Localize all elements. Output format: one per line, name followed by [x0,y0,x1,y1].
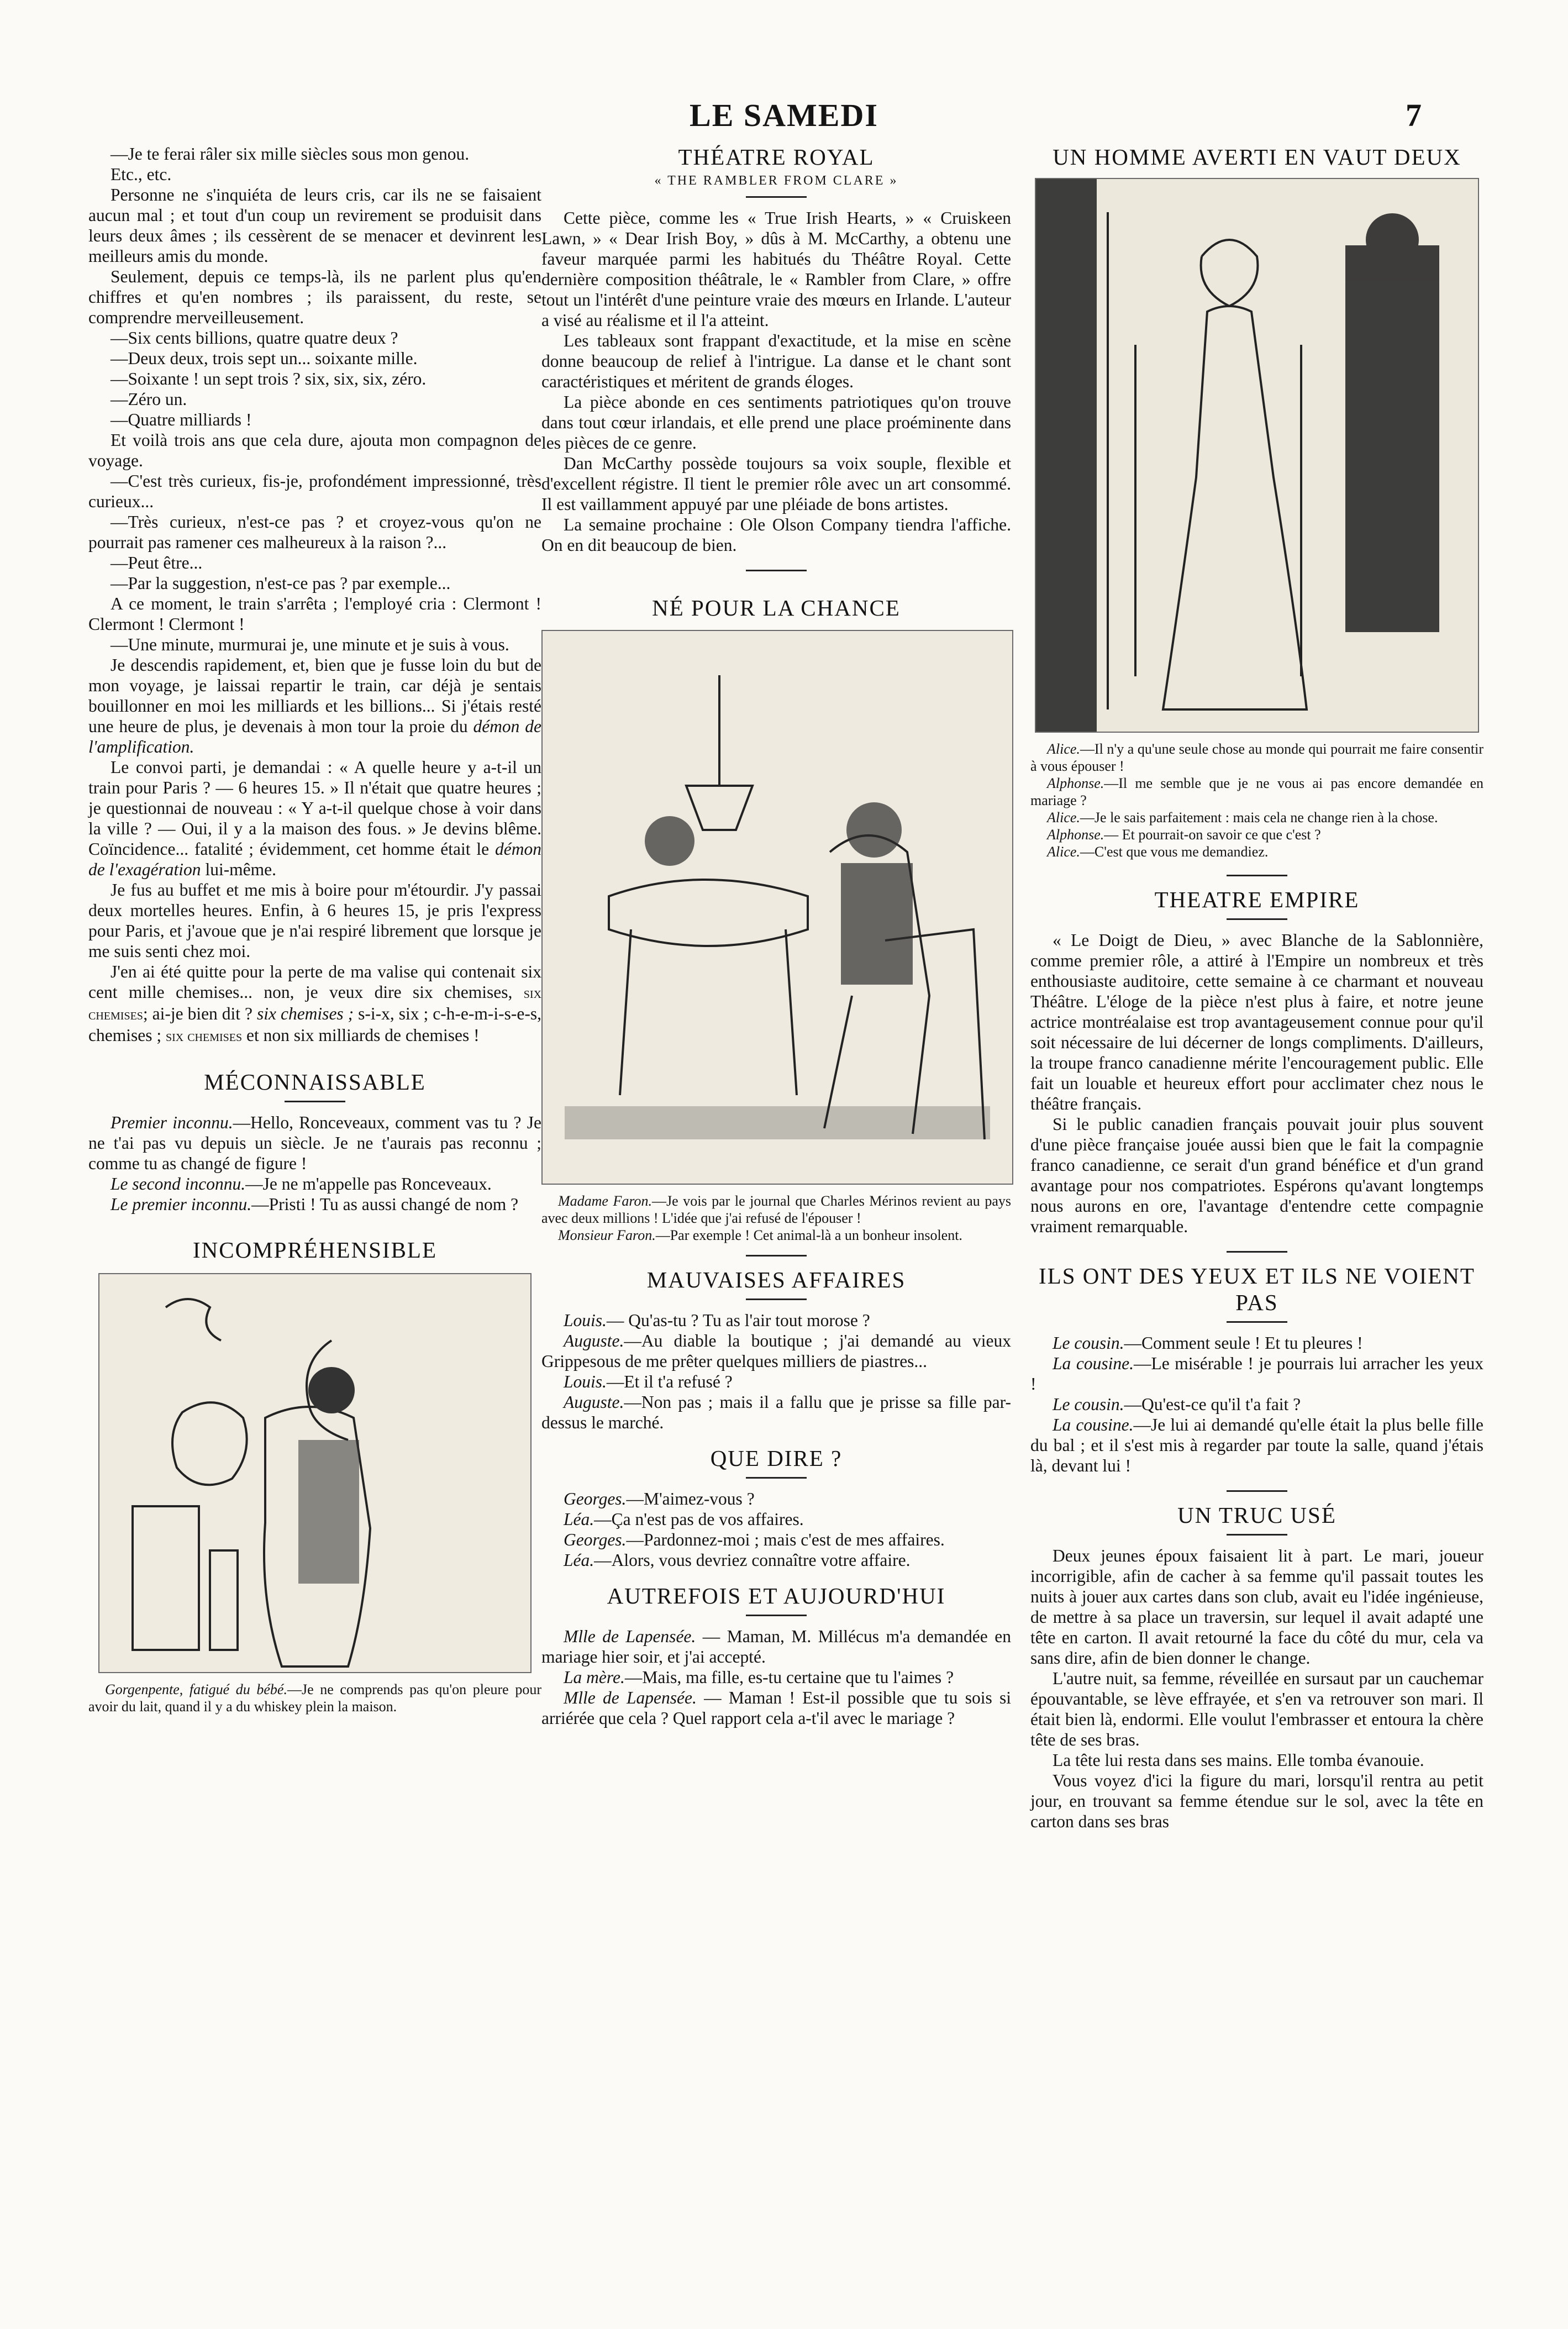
smallcaps-phrase: six chemises [88,985,542,1023]
line-text: — Maman ! Est-il possible que tu sois si arriérée que cela ? Quel rapport cela a-t'il avec le mariage ? [541,1688,1011,1728]
dialogue-line [541,1331,1011,1371]
paragraph: —Peut être... [111,553,203,572]
speaker: Auguste. [564,1331,624,1350]
speaker: Le cousin. [1053,1395,1124,1414]
line-text: —Le misérable ! je pourrais lui arracher les yeux ! [1030,1354,1483,1394]
section-heading: ILS ONT DES YEUX ET ILS NE VOIENT PAS [1039,1263,1475,1315]
dialogue-line [1030,1415,1483,1476]
illustration-caption [1030,809,1483,826]
paragraph: —Très curieux, n'est-ce pas ? et croyez-vous qu'on ne pourrait pas ramener ces malheureux à la raison ?... [88,512,541,552]
column-middle [541,144,1011,1728]
paragraph: Dan McCarthy possède toujours sa voix souple, flexible et d'excellent régistre. Il tient le premier rôle avec un art consommé. Il est vaillamment appuyé par une pléiade de bons artistes. [541,454,1011,514]
line-text: —Pristi ! Tu as aussi changé de nom ? [251,1195,519,1214]
divider [746,570,807,571]
text-run: s-i-x, six ; c-h-e-m-i-s-e-s, chemises ; [88,1004,541,1045]
divider [1227,1321,1287,1323]
paragraph: —Deux deux, trois sept un... soixante mille. [111,349,418,368]
speaker: Alphonse. [1047,827,1104,843]
line-text: —Au diable la boutique ; j'ai demandé au vieux Grippesous de me prêter quelques milliers de piastres... [541,1331,1011,1371]
paragraph: Les tableaux sont frappant d'exactitude, et la mise en scène donne beaucoup de relief à l'intrigue. La danse et le chant sont caractéristiques et méritent de grands éloges. [541,331,1011,391]
paragraph: —Soixante ! un sept trois ? six, six, six, zéro. [111,369,427,388]
dialogue-line [541,1550,1011,1570]
paragraph: Je fus au buffet et me mis à boire pour m'étourdir. J'y passai deux mortelles heures. Enfin, à 6 heures 15, je pris l'express pour Paris, et j'avoue que je n'ai respiré librement que lorsque je me suis senti chez moi. [88,880,541,961]
speaker: Léa. [564,1510,594,1529]
paragraph: A ce moment, le train s'arrêta ; l'employé cria : Clermont ! Clermont ! Clermont ! [88,594,541,634]
divider [1227,1534,1287,1536]
speaker: La cousine. [1053,1354,1134,1373]
section-heading: THÉATRE ROYAL [678,144,875,170]
illustration-caption [88,1681,541,1715]
dialogue-line [88,1194,541,1215]
speaker: Mlle de Lapensée. [564,1627,696,1646]
paragraph: —Zéro un. [111,390,187,409]
dialogue-line [541,1371,1011,1392]
section-heading: UN HOMME AVERTI EN VAUT DEUX [1053,144,1461,170]
divider [285,1101,345,1102]
illustration-couple-table [541,630,1013,1185]
dialogue-line [541,1489,1011,1509]
divider [746,1477,807,1479]
line-text: — Maman, M. Millécus m'a demandée en mariage hier soir, et j'ai accepté. [541,1627,1011,1666]
caption-text: —Je le sais parfaitement : mais cela ne change rien à la chose. [1080,809,1438,826]
paragraph [88,961,541,1047]
text-run: ; ai-je bien dit ? [143,1004,253,1023]
line-text: —Mais, ma fille, es-tu certaine que tu l'aimes ? [624,1668,954,1687]
dialogue-line [1030,1394,1483,1415]
paragraph: —Six cents billions, quatre quatre deux ? [111,328,398,348]
caption-text: —Il n'y a qu'une seule chose au monde qui pourrait me faire consentir à vous épouser ! [1030,741,1483,774]
spacer [88,1215,541,1237]
speaker: Alice. [1047,809,1080,826]
line-text: —Ça n'est pas de vos affaires. [594,1510,804,1529]
dialogue-line [1030,1353,1483,1394]
illustration-couple-mirror [1035,178,1479,733]
paragraph: La pièce abonde en ces sentiments patriotiques qu'on trouve dans tout cœur irlandais, et elle prend une place proéminente dans les pièces de ce genre. [541,392,1011,453]
illustration-caption [1030,740,1483,775]
speaker: Premier inconnu. [111,1113,233,1132]
speaker: Mlle de Lapensée. [564,1688,697,1707]
caption-text: —Par exemple ! Cet animal-là a un bonheur insolent. [655,1227,962,1243]
paragraph: Et voilà trois ans que cela dure, ajouta mon compagnon de voyage. [88,430,541,470]
text-run: lui-même. [205,860,277,879]
dialogue-line [88,1112,541,1174]
divider [1227,875,1287,876]
line-text: — Qu'as-tu ? Tu as l'air tout morose ? [606,1311,870,1330]
paragraph: Seulement, depuis ce temps-là, ils ne parlent plus qu'en chiffres et qu'en nombres ; ils paraissent, du reste, se comprendre merveilleusement. [88,267,541,327]
paragraph: Deux jeunes époux faisaient lit à part. Le mari, joueur incorrigible, afin de cacher à sa femme qu'il passait toutes les nuits à jouer aux cartes dans son club, avait eu l'idée ingénieuse, de mettre à sa place un traversin, sur lequel il avait adapté une tête en carton. Il avait retourné la face du côté du mur, cela va sans dire, afin de bien donner le change. [1030,1546,1483,1668]
section-heading: MÉCONNAISSABLE [204,1069,426,1095]
section-heading: MAUVAISES AFFAIRES [646,1267,906,1292]
paragraph: —Par la suggestion, n'est-ce pas ? par exemple... [111,574,451,593]
illustration-caption [1030,826,1483,843]
paragraph: —Une minute, murmurai je, une minute et je suis à vous. [111,635,509,654]
speaker: Louis. [564,1311,607,1330]
speaker: La mère. [564,1668,625,1687]
divider [1227,918,1287,920]
column-right [1030,144,1483,1832]
line-text: —Non pas ; mais il a fallu que je prisse sa fille par-dessus le marché. [541,1392,1011,1432]
smallcaps-phrase: six chemises [165,1028,243,1045]
section-heading: AUTREFOIS ET AUJOURD'HUI [607,1583,946,1608]
speaker: Georges. [564,1489,627,1508]
line-text: —Je lui ai demandé qu'elle était la plus belle fille du bal ; et il s'est mis à regarder par toute la salle, quand j'étais là, devant lui ! [1030,1415,1483,1475]
section-heading: INCOMPRÉHENSIBLE [192,1237,438,1263]
dialogue-line [541,1310,1011,1331]
illustration-father-baby [98,1273,532,1673]
caption-text: —Il me semble que je ne vous ai pas encore demandée en mariage ? [1030,775,1483,808]
illustration-caption [541,1227,1011,1244]
spacer [541,581,1011,595]
caption-text: —C'est que vous me demandiez. [1080,844,1269,860]
paragraph: Personne ne s'inquiéta de leurs cris, car ils ne se faisaient aucun mal ; et tout d'un coup un revirement se produisit dans leurs deux âmes ; ils cessèrent de se menacer et devinrent les meilleurs amis du monde. [88,185,541,266]
dialogue-line [541,1687,1011,1728]
page-number: 7 [1406,97,1422,133]
divider [746,1255,807,1256]
section-subheading: « THE RAMBLER FROM CLARE » [654,174,898,188]
divider [746,196,807,198]
line-text: —Je ne m'appelle pas Ronceveaux. [245,1174,492,1194]
section-heading: QUE DIRE ? [710,1445,843,1471]
section-heading: THEATRE EMPIRE [1154,887,1360,912]
paragraph: Cette pièce, comme les « True Irish Hearts, » « Cruiskeen Lawn, » « Dear Irish Boy, » dûs à M. McCarthy, a obtenu une faveur marquée parmi les habitués du Théâtre Royal. Cette dernière composition théâtrale, le « Rambler from Clare, » offre tout un l'intérêt d'une peinture vraie des mœurs en Irlande. L'auteur a visé au réalisme et il l'a atteint. [541,208,1011,330]
engraving-drawing [99,1274,530,1672]
text-run: Le convoi parti, je demandai : « A quelle heure y a-t-il un train pour Paris ? — 6 heures 15. » Il n'était que quatre heures ; je questionnai de nouveau : « Y a-t-il quelque chose à voir dans la ville ? — Oui, il y a la maison des fous. » Je devins blême. Coïncidence... fatalité ; évidemment, cet homme était le [88,758,541,859]
speaker: Léa. [564,1550,594,1570]
paragraph: —Je te ferai râler six mille siècles sous mon genou. [111,144,470,164]
paragraph [88,655,541,757]
divider [746,1298,807,1300]
italic-phrase: six chemises ; [257,1004,354,1023]
masthead [0,97,1568,135]
column-left [88,144,541,1715]
line-text: —Comment seule ! Et tu pleures ! [1124,1333,1363,1353]
dialogue-line [1030,1333,1483,1353]
text-run: Je descendis rapidement, et, bien que je fusse loin du but de mon voyage, je laissai repartir le train, car déjà je sentais bouillonner en moi les milliards et les billions... Si j'étais resté une heure de plus, je devenais à mon tour la proie du [88,655,541,736]
speaker: Alice. [1047,844,1080,860]
line-text: —Et il t'a refusé ? [606,1372,733,1391]
dialogue-line [541,1529,1011,1550]
illustration-caption [541,1192,1011,1227]
speaker: Le premier inconnu. [111,1195,252,1214]
speaker: Monsieur Faron. [558,1227,656,1243]
paragraph: —C'est très curieux, fis-je, profondément impressionné, très curieux... [88,471,541,511]
paragraph [88,757,541,880]
newspaper-title: LE SAMEDI [690,97,878,133]
speaker: Louis. [564,1372,607,1391]
paragraph: La tête lui resta dans ses mains. Elle tomba évanouie. [1053,1750,1424,1770]
paragraph: L'autre nuit, sa femme, réveillée en sursaut par un cauchemar épouvantable, se lève effrayée, et s'en va retrouver son mari. Il était bien là, endormi. Elle voulut l'embrasser et entoura la chère tête de ses bras. [1030,1669,1483,1749]
paragraph: —Quatre milliards ! [111,410,252,429]
section-heading: NÉ POUR LA CHANCE [652,595,901,621]
speaker: Auguste. [564,1392,624,1412]
paragraph: Vous voyez d'ici la figure du mari, lorsqu'il rentra au petit jour, en trouvant sa femme étendue sur le sol, avec la tête en carton dans ses bras [1030,1771,1483,1831]
dialogue-line [88,1174,541,1194]
spacer [88,1047,541,1069]
caption-text: —Je ne comprends pas qu'on pleure pour avoir du lait, quand il y a du whiskey plein la maison. [88,1681,541,1715]
divider [746,1615,807,1616]
caption-text: —Je vois par le journal que Charles Mérinos revient au pays avec deux millions ! L'idée que j'ai refusé de l'épouser ! [541,1193,1011,1226]
text-run: et non six milliards de chemises ! [246,1026,480,1045]
paragraph: Si le public canadien français pouvait jouir plus souvent d'une pièce française jouée aussi bien que le fait la compagnie franco canadienne, ce serait d'un grand bénéfice et d'un grand avantage pour nos compatriotes. Espérons qu'avant longtemps nous aurons en ore, l'avantage d'entendre cette compagnie vraiment remarquable. [1030,1114,1483,1236]
line-text: —Alors, vous devriez connaître votre affaire. [594,1550,911,1570]
divider [1227,1251,1287,1253]
dialogue-line [541,1626,1011,1667]
dialogue-line [541,1509,1011,1529]
paragraph: Etc., etc. [111,165,172,184]
line-text: —M'aimez-vous ? [626,1489,755,1508]
dialogue-line [541,1667,1011,1687]
dialogue-line [541,1392,1011,1433]
speaker: Le cousin. [1053,1333,1124,1353]
line-text: —Hello, Ronceveaux, comment vas tu ? Je ne t'ai pas vu depuis un siècle. Je ne t'aurais pas reconnu ; comme tu as changé de figure ! [88,1113,541,1173]
line-text: —Qu'est-ce qu'il t'a fait ? [1124,1395,1301,1414]
engraving-drawing [543,631,1012,1184]
italic-phrase: démon de l'amplification. [88,717,542,756]
illustration-caption [1030,843,1483,860]
speaker: Le second inconnu. [111,1174,246,1194]
caption-text: — Et pourrait-on savoir ce que c'est ? [1104,827,1321,843]
speaker: Georges. [564,1530,627,1549]
section-heading: UN TRUC USÉ [1177,1502,1337,1528]
speaker: Alice. [1047,741,1080,757]
engraving-drawing [1036,179,1478,732]
illustration-caption [1030,775,1483,809]
line-text: —Pardonnez-moi ; mais c'est de mes affaires. [626,1530,945,1549]
italic-phrase: démon de l'exagération [88,839,542,879]
paragraph: La semaine prochaine : Ole Olson Company tiendra l'affiche. On en dit beaucoup de bien. [541,515,1011,555]
text-run: J'en ai été quitte pour la perte de ma valise qui contenait six cent mille chemises... non, je veux dire six chemises, [88,962,541,1002]
divider [1227,1490,1287,1492]
speaker: Gorgenpente, fatigué du bébé. [105,1681,287,1697]
speaker: Madame Faron. [558,1193,653,1209]
speaker: La cousine. [1053,1415,1134,1434]
speaker: Alphonse. [1047,775,1104,791]
paragraph: « Le Doigt de Dieu, » avec Blanche de la Sablonnière, comme premier rôle, a attiré à l'Empire un nombreux et très enthousiaste auditoire, cette semaine à ce charmant et nouveau Théâtre. L'éloge de la pièce n'est plus à faire, et notre jeune actrice montréalaise est trop avantageusement connue pour qu'il soit nécessaire de lui décerner de longs compliments. D'ailleurs, la troupe franco canadienne mérite l'encouragement public. Elle fait un louable et heureux effort pour acclimater chez nous le théâtre français. [1030,930,1483,1113]
